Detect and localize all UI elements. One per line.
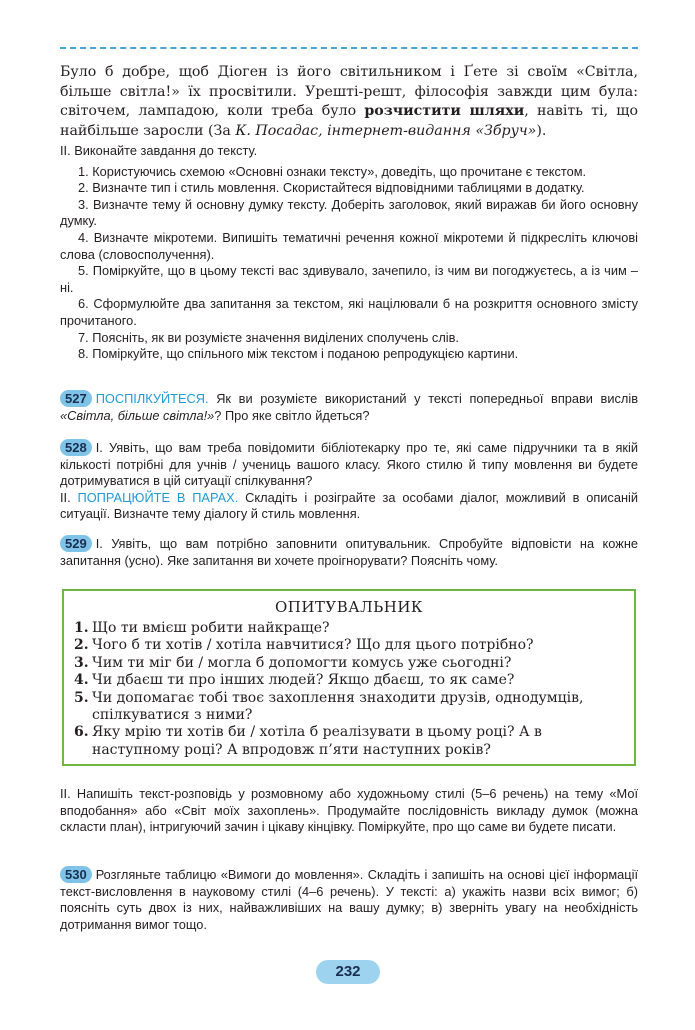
exercise-number-badge: 529 xyxy=(60,535,92,552)
survey-box xyxy=(62,589,636,766)
task-2-block xyxy=(60,143,638,363)
exercise-number-badge: 528 xyxy=(60,439,92,456)
exercise-label: ПОПРАЦЮЙТЕ В ПАРАХ. xyxy=(77,489,239,505)
survey-question: 6. Яку мрію ти хотів би / хотіла б реалізувати в цьому році? А в наступному році? А впродовж п’яти наступних років? xyxy=(74,724,542,758)
survey-question: 1. Що ти вмієш робити найкраще? xyxy=(74,620,330,636)
page-number: 232 xyxy=(316,960,380,984)
survey-title: ОПИТУВАЛЬНИК xyxy=(274,598,424,616)
survey-question: 2. Чого б ти хотів / хотіла навчитися? Що для цього потрібно? xyxy=(74,637,534,654)
task-2-heading: ІІ. Виконайте завдання до тексту. xyxy=(60,143,258,158)
exercise-528: 528 І. Уявіть, що вам треба повідомити бібліотекарку про те, які саме підручники та в якій кількості потрібні для учнів / учениць вашого класу. Якого стилю й типу мовлення ви будете дотримуватися в цій ситуації спілкування? ІІ. ПОПРАЦЮЙТЕ В ПАРАХ. Складіть і розіграйте за особами діалог, можливий в описаній ситуації. Визначте тему діалогу й стиль мовлення. xyxy=(60,440,639,522)
survey-question: 3. Чим ти міг би / могла б допомогти комусь уже сьогодні? xyxy=(74,654,512,671)
task-item: 7. Поясніть, як ви розумієте значення виділених сполучень слів. xyxy=(78,329,459,345)
survey-question: 5. Чи допомагає тобі твоє захоплення знаходити друзів, однодумців, спілкуватися з ними? xyxy=(74,689,584,724)
exercise-number-badge: 530 xyxy=(60,866,92,883)
task-item: 4. Визначте мікротеми. Випишіть тематичні речення кожної мікротеми й підкресліть ключові слова (словосполучення). xyxy=(60,229,638,262)
exercise-530: 530 Розгляньте таблицю «Вимоги до мовлення». Складіть і запишіть на основі цієї інформації текст-висловлення в науковому стилі (4–6 речень). У тексті: а) укажіть назви всіх вимог; б) поясніть суть двох із них, найважливіших на вашу думку; в) зверніть увагу на необхідність дотримання вимог тощо. xyxy=(60,867,638,932)
top-divider xyxy=(60,47,638,49)
exercise-529: 529 І. Уявіть, що вам потрібно заповнити опитувальник. Спробуйте відповісти на кожне запитання (усно). Яке запитання ви хочете проігнорувати? Поясніть чому. xyxy=(60,536,638,568)
task-item: 5. Поміркуйте, що в цьому тексті вас здивувало, зачепило, із чим ви погоджуєтесь, а із чим – ні. xyxy=(60,263,638,295)
part-2-paragraph: ІІ. Напишіть текст-розповідь у розмовному або художньому стилі (5–6 речень) на тему «Мої вподобання» або «Світ моїх захоплень». Продумайте послідовність викладу думок (можна скласти план), інтригуючий зачин і цікаву кінцівку. Поміркуйте, про що саме ви будете писати. xyxy=(60,786,638,835)
exercise-label: ПОСПІЛКУЙТЕСЯ. xyxy=(95,391,209,406)
task-item: 3. Визначте тему й основну думку тексту. Доберіть заголовок, який виражав би його основну думку. xyxy=(60,196,638,229)
exercise-number-badge: 527 xyxy=(60,390,92,407)
task-item: 6. Сформулюйте два запитання за текстом, які націлювали б на розкриття основного змісту прочитаного. xyxy=(60,296,638,328)
task-item: 8. Поміркуйте, що спільного між текстом і поданою репродукцією картини. xyxy=(78,346,519,362)
exercise-527: 527 ПОСПІЛКУЙТЕСЯ. Як ви розумієте використаний у тексті попередньої вправи вислів «Світла, більше світла!»? Про яке світло йдеться? xyxy=(60,391,638,423)
quote-paragraph: Було б добре, щоб Діоген із його світильником і Ґете зі своїм «Світла, більше світла!» їх просвітили. Урешті-решт, філософія завжди цим була: світочем, лампадою, коли треба було розчистити шляхи, навіть ті, що найбільше заросли (За К. Посадас, інтернет-видання «Збруч»). xyxy=(60,64,638,139)
survey-question: 4. Чи дбаєш ти про інших людей? Якщо дбаєш, то як саме? xyxy=(74,672,515,689)
task-item: 2. Визначте тип і стиль мовлення. Скористайтеся відповідними таблицями в додатку. xyxy=(78,180,585,196)
task-item: 1. Користуючись схемою «Основні ознаки тексту», доведіть, що прочитане є текстом. xyxy=(78,163,587,179)
